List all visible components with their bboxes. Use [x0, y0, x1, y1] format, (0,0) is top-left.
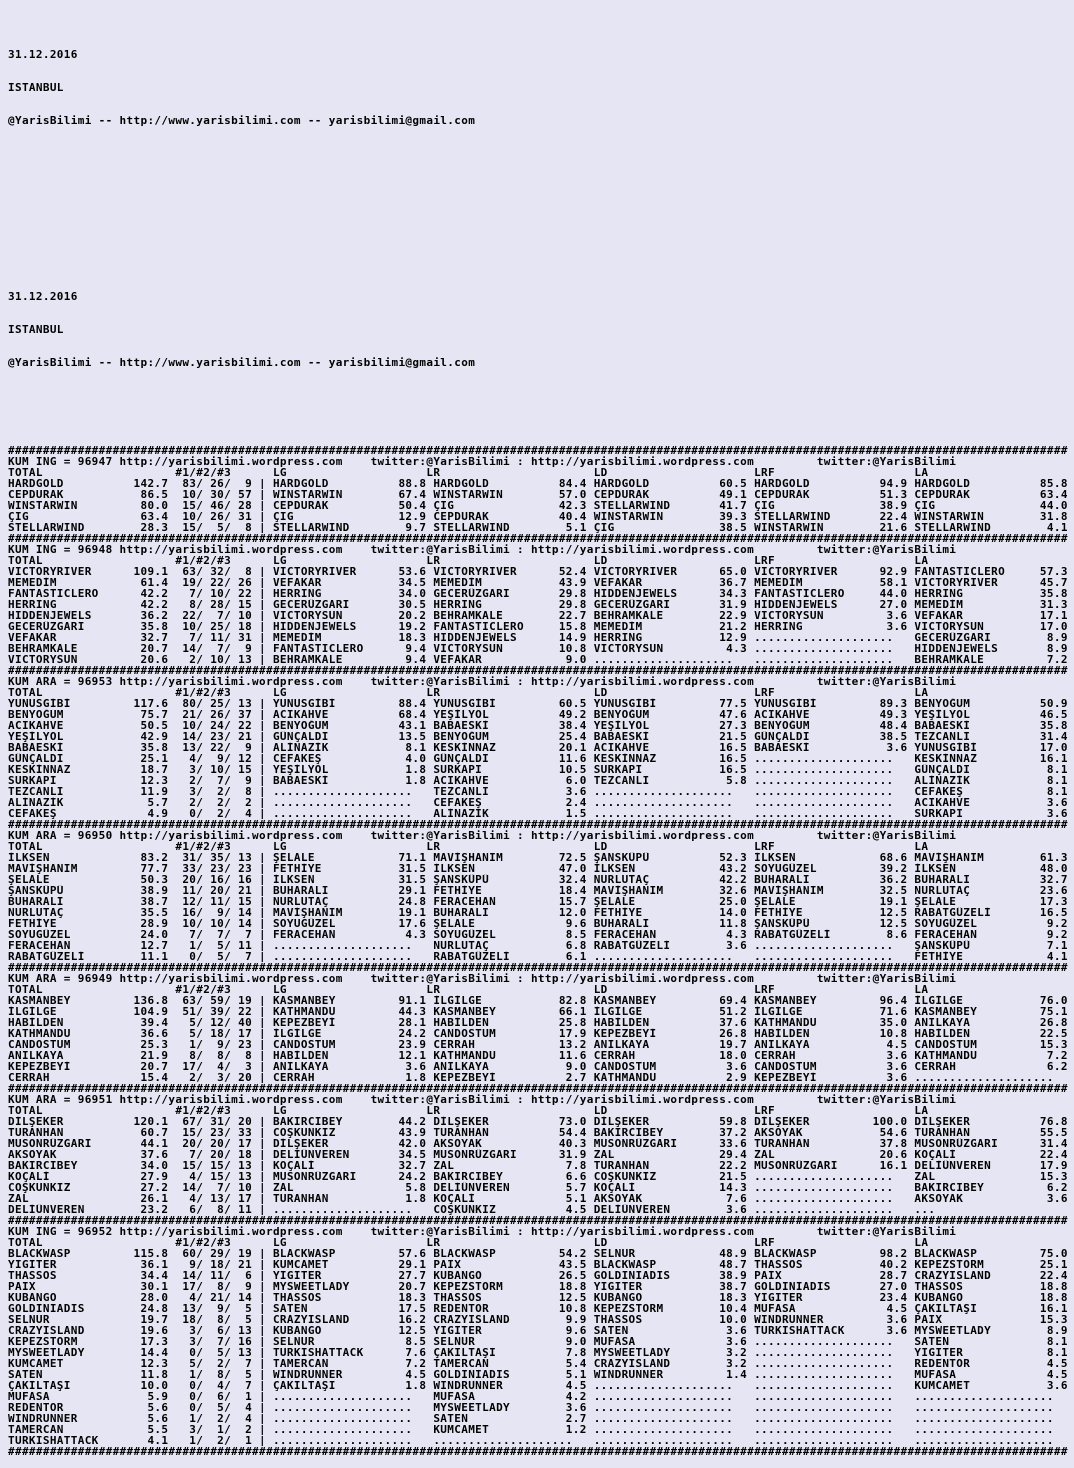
column-header-row: TOTAL #1/#2/#3 LG LR LD LRF LA — [8, 687, 929, 698]
stats-row: THASSOS 34.4 14/ 11/ 6 | YIGITER 27.7 KUBANGO 26.5 GOLDINIADIS 38.9 PAIX 28.7 CRAZYISLAND 22.4 — [8, 1270, 1068, 1281]
stats-row: SOYUGÜZEL 24.0 7/ 7/ 7 | FERACEHAN 4.3 SOYUGÜZEL 8.5 FERACEHAN 4.3 RABATGÜZELİ 8.6 FERACEHAN 9.2 — [8, 929, 1068, 940]
stats-row: CEPDURAK 86.5 10/ 30/ 57 | WINSTARWIN 67.4 WINSTARWIN 57.0 CEPDURAK 49.1 CEPDURAK 51.3 CEPDURAK 63.4 — [8, 489, 1068, 500]
stats-row: BABAESKİ 35.8 13/ 22/ 9 | ALİNAZİK 8.1 KESKİNNAZ 20.1 ACIKAHVE 16.5 BABAESKİ 3.6 YUNUSGİBİ 17.0 — [8, 742, 1068, 753]
column-header-row: TOTAL #1/#2/#3 LG LR LD LRF LA — [8, 467, 929, 478]
stats-row: DİLŞEKER 120.1 67/ 31/ 20 | BAKIRCIBEY 44.2 DİLŞEKER 73.0 DİLŞEKER 59.8 DİLŞEKER 100.0 DİLŞEKER 76.8 — [8, 1116, 1068, 1127]
stats-row: GÜNÇALDI 25.1 4/ 9/ 12 | CEFAKEŞ 4.0 GÜNÇALDI 11.6 KESKİNNAZ 16.5 .................... KESKİNNAZ 16.1 — [8, 753, 1068, 764]
section-96948 — [8, 533, 1074, 665]
stats-row: ACIKAHVE 50.5 10/ 24/ 22 | BENYOĞUM 43.1 BABAESKİ 38.4 YEŞİLYOL 27.3 BENYOĞUM 48.4 BABAESKİ 35.8 — [8, 720, 1068, 731]
stats-row: YIGITER 36.1 9/ 18/ 21 | KUMCAMET 29.1 PAIX 43.5 BLACKWASP 48.7 THASSOS 40.2 KEPEZSTORM 25.1 — [8, 1259, 1068, 1270]
stats-row: SATEN 11.8 1/ 8/ 5 | WINDRUNNER 4.5 GOLDINIADIS 5.1 WINDRUNNER 1.4 .................... MUFASA 4.5 — [8, 1369, 1068, 1380]
stats-row: MAVİŞHANIM 77.7 33/ 23/ 23 | FETHİYE 31.5 İLKSEN 47.0 İLKSEN 43.2 SOYUGÜZEL 39.2 İLKSEN 48.0 — [8, 863, 1068, 874]
stats-row: VEFAKAR 32.7 7/ 11/ 31 | MEMEDİM 18.3 HIDDENJEWELS 14.9 HERRING 12.9 .................... GECERÜZGARI 8.9 — [8, 632, 1068, 643]
stats-row: ÇIG 63.4 10/ 26/ 31 | ÇIG 12.9 CEPDURAK 40.4 WINSTARWIN 39.3 STELLARWIND 22.4 WINSTARWIN 31.8 — [8, 511, 1068, 522]
blank-line — [8, 170, 1074, 181]
stats-row: BLACKWASP 115.8 60/ 29/ 19 | BLACKWASP 57.6 BLACKWASP 54.2 SELNUR 48.9 BLACKWASP 98.2 BLACKWASP 75.0 — [8, 1248, 1068, 1259]
stats-row: KOÇALİ 27.9 4/ 15/ 13 | MUSONRÜZGARI 24.2 BAKIRCIBEY 6.6 COŞKUNKIZ 21.5 .................... ZAL 15.3 — [8, 1171, 1068, 1182]
stats-row: GOLDINIADIS 24.8 13/ 9/ 5 | SATEN 17.5 REDENTOR 10.8 KEPEZSTORM 10.4 MUFASA 4.5 ÇAKILTAŞI 16.1 — [8, 1303, 1068, 1314]
section-separator: ######################################################################################################################################################## — [8, 1215, 1068, 1226]
stats-row: RABATGÜZELİ 11.1 0/ 5/ 7 | .................... RABATGÜZELİ 6.1 .................... .................... FETHİYE 4.1 — [8, 951, 1068, 962]
stats-row: MUFASA 5.9 0/ 6/ 1 | .................... MUFASA 4.2 .................... .................... .................... — [8, 1391, 1068, 1402]
stats-row: TURANHAN 60.7 15/ 23/ 33 | COŞKUNKIZ 43.9 TURANHAN 54.4 BAKIRCIBEY 37.2 AKSOYAK 54.6 TURANHAN 55.5 — [8, 1127, 1068, 1138]
column-header-row: TOTAL #1/#2/#3 LG LR LD LRF LA — [8, 841, 929, 852]
stats-row: VICTORYSUN 20.6 2/ 10/ 13 | BEHRAMKALE 9.4 VEFAKAR 9.0 .................... .................... BEHRAMKALE 7.2 — [8, 654, 1068, 665]
stats-row: REDENTOR 5.6 0/ 5/ 4 | .................... MYSWEETLADY 3.6 .................... .................... .................... — [8, 1402, 1068, 1413]
section-96953 — [8, 665, 1074, 819]
stats-row: ANILKAYA 21.9 8/ 8/ 8 | HABİLDEN 12.1 KATHMANDU 11.6 CERRAH 18.0 CERRAH 3.6 KATHMANDU 7.2 — [8, 1050, 1068, 1061]
stats-row: TURKISHATTACK 4.1 1/ 2/ 1 | .................... .................... .................... .................... .................... — [8, 1435, 1068, 1446]
stats-row: ŞANSKÜPÜ 38.9 11/ 20/ 21 | BUHARALI 29.1 FETHİYE 18.4 MAVİŞHANIM 32.6 MAVİŞHANIM 32.5 NURLUTAÇ 23.6 — [8, 885, 1068, 896]
section-separator: ######################################################################################################################################################## — [8, 665, 1068, 676]
stats-row: SELNUR 19.7 18/ 8/ 5 | CRAZYISLAND 16.2 CRAZYISLAND 9.9 THASSOS 10.0 WINDRUNNER 3.6 PAIX 15.3 — [8, 1314, 1068, 1325]
blank-line — [8, 236, 1074, 247]
stats-row: KEPEZSTORM 17.3 3/ 7/ 16 | SELNUR 8.5 SELNUR 9.0 MUFASA 3.6 .................... SATEN 8.1 — [8, 1336, 1068, 1347]
section-title: KUM ARA = 96950 http://yarisbilimi.wordpress.com twitter:@YarisBilimi : http://yarisbilimi.wordpress.com twitter:@YarisBilimi — [8, 830, 957, 841]
stats-row: FETHİYE 28.9 10/ 10/ 14 | SOYUGÜZEL 17.6 ŞELALE 9.6 BUHARALI 11.8 ŞANSKÜPÜ 12.5 SOYUGÜZEL 9.2 — [8, 918, 1068, 929]
report-contact: @YarisBilimi -- http://www.yarisbilimi.com -- yarisbilimi@gmail.com — [8, 357, 476, 368]
section-title: KUM ING = 96947 http://yarisbilimi.wordpress.com twitter:@YarisBilimi : http://yarisbilimi.wordpress.com twitter:@YarisBilimi — [8, 456, 957, 467]
section-separator: ######################################################################################################################################################## — [8, 819, 1068, 830]
stats-row: İLGİLGE 104.9 51/ 39/ 22 | KATHMANDU 44.3 KASMANBEY 66.1 İLGİLGE 51.2 İLGİLGE 71.6 KASMANBEY 75.1 — [8, 1006, 1068, 1017]
stats-row: VICTORYRIVER 109.1 63/ 32/ 8 | VICTORYRIVER 53.6 VICTORYRIVER 52.4 VICTORYRIVER 65.0 VICTORYRIVER 92.9 FANTASTICLERO 57.3 — [8, 566, 1068, 577]
stats-row: SURKAPI 12.3 2/ 7/ 9 | BABAESKİ 1.8 ACIKAHVE 6.0 TEZCANLI 5.8 .................... ALİNAZİK 8.1 — [8, 775, 1068, 786]
stats-row: BAKIRCIBEY 34.0 15/ 15/ 13 | KOÇALİ 32.7 ZAL 7.8 TURANHAN 22.2 MUSONRÜZGARI 16.1 DELİÜNVEREN 17.9 — [8, 1160, 1068, 1171]
stats-row: CERRAH 15.4 2/ 3/ 20 | CERRAH 1.8 KEPEZBEYİ 2.7 KATHMANDU 2.9 KEPEZBEYİ 3.6 .................... — [8, 1072, 1068, 1083]
column-header-row: TOTAL #1/#2/#3 LG LR LD LRF LA — [8, 984, 929, 995]
section-title: KUM ING = 96952 http://yarisbilimi.wordpress.com twitter:@YarisBilimi : http://yarisbilimi.wordpress.com twitter:@YarisBilimi — [8, 1226, 957, 1237]
report-contact: @YarisBilimi -- http://www.yarisbilimi.com -- yarisbilimi@gmail.com — [8, 115, 476, 126]
section-title: KUM ARA = 96953 http://yarisbilimi.wordpress.com twitter:@YarisBilimi : http://yarisbilimi.wordpress.com twitter:@YarisBilimi — [8, 676, 957, 687]
report-header-block — [8, 269, 1074, 390]
stats-row: KUMCAMET 12.3 5/ 2/ 7 | TAMERCAN 7.2 TAMERCAN 5.4 CRAZYISLAND 3.2 .................... REDENTOR 4.5 — [8, 1358, 1068, 1369]
section-title: KUM ARA = 96949 http://yarisbilimi.wordpress.com twitter:@YarisBilimi : http://yarisbilimi.wordpress.com twitter:@YarisBilimi — [8, 973, 957, 984]
stats-row: KESKİNNAZ 18.7 3/ 10/ 15 | YEŞİLYOL 1.8 SURKAPI 10.5 SURKAPI 16.5 .................... GÜNÇALDI 8.1 — [8, 764, 1068, 775]
blank-line — [8, 203, 1074, 214]
stats-row: ALİNAZİK 5.7 2/ 2/ 2 | .................... CEFAKEŞ 2.4 .................... .................... ACIKAHVE 3.6 — [8, 797, 1068, 808]
section-96951 — [8, 1083, 1074, 1215]
stats-row: DELİÜNVEREN 23.2 6/ 8/ 11 | .................... COŞKUNKIZ 4.5 DELİÜNVEREN 3.6 .................... ... — [8, 1204, 1068, 1215]
section-96952 — [8, 1215, 1074, 1446]
stats-row: BEHRAMKALE 20.7 14/ 7/ 9 | FANTASTICLERO 9.4 VICTORYSUN 10.8 VICTORYSUN 4.3 .................... HIDDENJEWELS 8.9 — [8, 643, 1068, 654]
section-title: KUM ARA = 96951 http://yarisbilimi.wordpress.com twitter:@YarisBilimi : http://yarisbilimi.wordpress.com twitter:@YarisBilimi — [8, 1094, 957, 1105]
stats-row: HABİLDEN 39.4 5/ 12/ 40 | KEPEZBEYİ 28.1 HABİLDEN 25.8 HABİLDEN 37.6 KATHMANDU 35.0 ANILKAYA 26.8 — [8, 1017, 1068, 1028]
stats-row: CRAZYISLAND 19.6 3/ 6/ 13 | KUBANGO 12.5 YIGITER 9.6 SATEN 3.6 TURKISHATTACK 3.6 MYSWEETLADY 8.9 — [8, 1325, 1068, 1336]
stats-row: TAMERCAN 5.5 3/ 1/ 2 | .................... KUMCAMET 1.2 .................... .................... .................... — [8, 1424, 1068, 1435]
stats-row: MYSWEETLADY 14.4 0/ 5/ 13 | TURKISHATTACK 7.6 ÇAKILTAŞI 7.8 MYSWEETLADY 3.2 .................... YIGITER 8.1 — [8, 1347, 1068, 1358]
stats-row: YUNUSGİBİ 117.6 80/ 25/ 13 | YUNUSGİBİ 88.4 YUNUSGİBİ 60.5 YUNUSGİBİ 77.5 YUNUSGİBİ 89.3 BENYOĞUM 50.9 — [8, 698, 1068, 709]
report-date: 31.12.2016 — [8, 291, 78, 302]
stats-row: NURLUTAÇ 35.5 16/ 9/ 14 | MAVİŞHANIM 19.1 BUHARALI 12.0 FETHİYE 14.0 FETHİYE 12.5 RABATGÜZELİ 16.5 — [8, 907, 1068, 918]
stats-row: ÇAKILTAŞI 10.0 0/ 4/ 7 | ÇAKILTAŞI 1.8 WINDRUNNER 4.5 .................... .................... KUMCAMET 3.6 — [8, 1380, 1068, 1391]
section-separator: ######################################################################################################################################################## — [8, 1083, 1068, 1094]
column-header-row: TOTAL #1/#2/#3 LG LR LD LRF LA — [8, 1237, 929, 1248]
stats-row: CEFAKEŞ 4.9 0/ 2/ 4 | .................... ALİNAZİK 1.5 .................... .................... SURKAPI 3.6 — [8, 808, 1068, 819]
stats-row: TEZCANLI 11.9 3/ 2/ 8 | .................... TEZCANLI 3.6 .................... .................... CEFAKEŞ 8.1 — [8, 786, 1068, 797]
stats-row: BUHARALI 38.7 12/ 11/ 15 | NURLUTAÇ 24.8 FERACEHAN 15.7 ŞELALE 25.0 ŞELALE 19.1 ŞELALE 17.3 — [8, 896, 1068, 907]
stats-row: PAIX 30.1 17/ 8/ 9 | MYSWEETLADY 20.7 KEPEZSTORM 18.8 YIGITER 38.7 GOLDINIADIS 27.0 THASSOS 18.8 — [8, 1281, 1068, 1292]
stats-row: KATHMANDU 36.6 5/ 18/ 17 | İLGİLGE 24.2 CANDOSTUM 17.9 KEPEZBEYİ 26.8 HABİLDEN 10.8 HABİLDEN 22.5 — [8, 1028, 1068, 1039]
section-title: KUM ING = 96948 http://yarisbilimi.wordpress.com twitter:@YarisBilimi : http://yarisbilimi.wordpress.com twitter:@YarisBilimi — [8, 544, 957, 555]
stats-row: MUSONRÜZGARI 44.1 20/ 20/ 17 | DİLŞEKER 42.0 AKSOYAK 40.3 MUSONRÜZGARI 33.6 TURANHAN 37.8 MUSONRÜZGARI 31.4 — [8, 1138, 1068, 1149]
sections-container — [8, 445, 1074, 1457]
stats-row: STELLARWIND 28.3 15/ 5/ 8 | STELLARWIND 9.7 STELLARWIND 5.1 ÇIG 38.5 WINSTARWIN 21.6 STELLARWIND 4.1 — [8, 522, 1068, 533]
blank-line — [8, 412, 1074, 423]
report-city: ISTANBUL — [8, 82, 64, 93]
stats-row: HARDGOLD 142.7 83/ 26/ 9 | HARDGOLD 88.8 HARDGOLD 84.4 HARDGOLD 60.5 HARDGOLD 94.9 HARDGOLD 85.8 — [8, 478, 1068, 489]
stats-row: FANTASTICLERO 42.2 7/ 10/ 22 | HERRING 34.0 GECERÜZGARI 29.8 HIDDENJEWELS 34.3 FANTASTICLERO 44.0 HERRING 35.8 — [8, 588, 1068, 599]
stats-row: HERRING 42.2 8/ 28/ 15 | GECERÜZGARI 30.5 HERRING 29.8 GECERÜZGARI 31.9 HIDDENJEWELS 27.0 MEMEDİM 31.3 — [8, 599, 1068, 610]
stats-row: ZAL 26.1 4/ 13/ 17 | TURANHAN 1.8 KOÇALİ 5.1 AKSOYAK 7.6 .................... AKSOYAK 3.6 — [8, 1193, 1068, 1204]
stats-row: HIDDENJEWELS 36.2 22/ 7/ 10 | VICTORYSUN 20.2 BEHRAMKALE 22.7 BEHRAMKALE 22.9 VICTORYSUN 3.6 VEFAKAR 17.1 — [8, 610, 1068, 621]
stats-row: COŞKUNKIZ 27.2 14/ 7/ 10 | ZAL 5.8 DELİÜNVEREN 5.7 KOÇALİ 14.3 .................... BAKIRCIBEY 6.2 — [8, 1182, 1068, 1193]
stats-row: GECERÜZGARI 35.8 10/ 25/ 18 | HIDDENJEWELS 19.2 FANTASTICLERO 15.8 MEMEDİM 21.2 HERRING 3.6 VICTORYSUN 17.0 — [8, 621, 1068, 632]
column-header-row: TOTAL #1/#2/#3 LG LR LD LRF LA — [8, 555, 929, 566]
stats-row: ŞELALE 50.3 20/ 16/ 16 | İLKSEN 31.5 ŞANSKÜPÜ 32.4 NURLUTAÇ 42.2 BUHARALI 36.2 BUHARALI 32.7 — [8, 874, 1068, 885]
section-96949 — [8, 962, 1074, 1083]
stats-row: KEPEZBEYİ 20.7 17/ 4/ 3 | ANILKAYA 3.6 ANILKAYA 9.0 CANDOSTUM 3.6 CANDOSTUM 3.6 CERRAH 6.2 — [8, 1061, 1068, 1072]
section-separator: ######################################################################################################################################################## — [8, 1446, 1068, 1457]
stats-row: CANDOSTUM 25.3 1/ 9/ 23 | CANDOSTUM 23.9 CERRAH 13.2 ANILKAYA 19.7 ANILKAYA 4.5 CANDOSTUM 15.3 — [8, 1039, 1068, 1050]
section-96950 — [8, 819, 1074, 962]
report-header-block — [8, 27, 1074, 148]
column-header-row: TOTAL #1/#2/#3 LG LR LD LRF LA — [8, 1105, 929, 1116]
stats-row: BENYOĞUM 75.7 21/ 26/ 37 | ACIKAHVE 68.4 YEŞİLYOL 49.2 BENYOĞUM 47.6 ACIKAHVE 49.3 YEŞİLYOL 46.5 — [8, 709, 1068, 720]
section-separator: ######################################################################################################################################################## — [8, 962, 1068, 973]
stats-row: MEMEDİM 61.4 19/ 22/ 26 | VEFAKAR 34.5 MEMEDİM 43.9 VEFAKAR 36.7 MEMEDİM 58.1 VICTORYRIVER 45.7 — [8, 577, 1068, 588]
report-date: 31.12.2016 — [8, 49, 78, 60]
section-separator: ######################################################################################################################################################## — [8, 445, 1068, 456]
report-city: ISTANBUL — [8, 324, 64, 335]
stats-row: WINDRUNNER 5.6 1/ 2/ 4 | .................... SATEN 2.7 .................... .................... .................... — [8, 1413, 1068, 1424]
section-96947 — [8, 445, 1074, 533]
stats-row: FERACEHAN 12.7 1/ 5/ 11 | .................... NURLUTAÇ 6.8 RABATGÜZELİ 3.6 .................... ŞANSKÜPÜ 7.1 — [8, 940, 1068, 951]
stats-row: WINSTARWIN 80.0 15/ 46/ 28 | CEPDURAK 50.4 ÇIG 42.3 STELLARWIND 41.7 ÇIG 38.9 ÇIG 44.0 — [8, 500, 1068, 511]
stats-row: KUBANGO 28.0 4/ 21/ 14 | THASSOS 18.3 THASSOS 12.5 KUBANGO 18.3 YIGITER 23.4 KUBANGO 18.8 — [8, 1292, 1068, 1303]
section-separator: ######################################################################################################################################################## — [8, 533, 1068, 544]
stats-row: KASMANBEY 136.8 63/ 59/ 19 | KASMANBEY 91.1 İLGİLGE 82.8 KASMANBEY 69.4 KASMANBEY 96.4 İLGİLGE 76.0 — [8, 995, 1068, 1006]
stats-row: AKSOYAK 37.6 7/ 20/ 18 | DELİÜNVEREN 34.5 MUSONRÜZGARI 31.9 ZAL 29.4 ZAL 20.6 KOÇALİ 22.4 — [8, 1149, 1068, 1160]
stats-row: YEŞİLYOL 42.9 14/ 23/ 21 | GÜNÇALDI 13.5 BENYOĞUM 25.4 BABAESKİ 21.5 GÜNÇALDI 38.5 TEZCANLI 31.4 — [8, 731, 1068, 742]
stats-row: İLKSEN 83.2 31/ 35/ 13 | ŞELALE 71.1 MAVİŞHANIM 72.5 ŞANSKÜPÜ 52.3 İLKSEN 68.6 MAVİŞHANIM 61.3 — [8, 852, 1068, 863]
